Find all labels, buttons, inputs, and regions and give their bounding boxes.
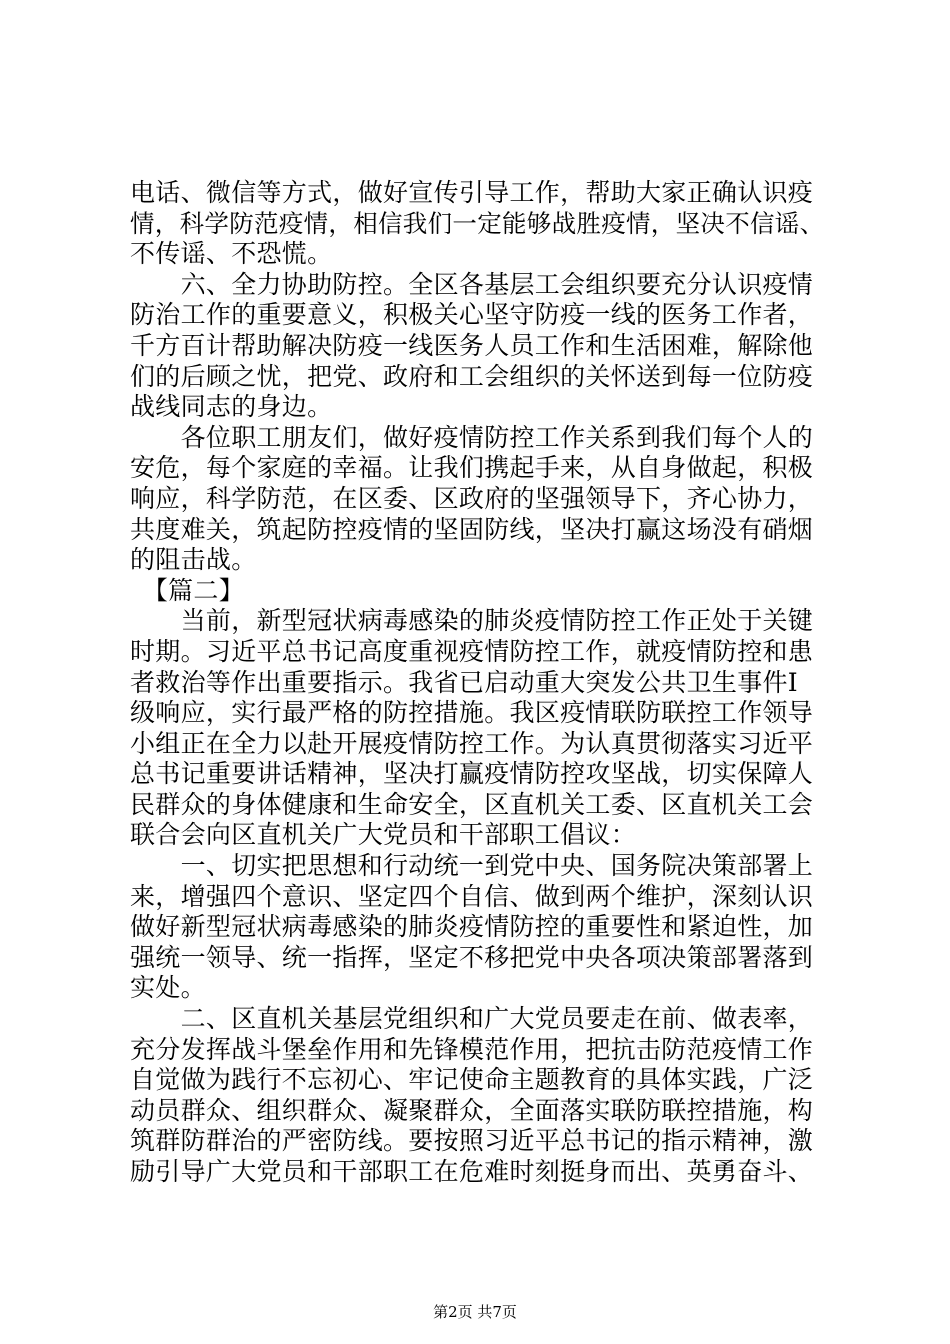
text-line: 做好新型冠状病毒感染的肺炎疫情防控的重要性和紧迫性，加 <box>130 912 814 942</box>
text-line: 一、切实把思想和行动统一到党中央、国务院决策部署上 <box>130 851 814 881</box>
text-line: 千方百计帮助解决防疫一线医务人员工作和生活困难，解除他 <box>130 330 814 360</box>
text-line: 【篇二】 <box>130 575 245 605</box>
text-line: 强统一领导、统一指挥，坚定不移把党中央各项决策部署落到 <box>130 942 814 972</box>
text-line: 共度难关，筑起防控疫情的坚固防线，坚决打赢这场没有硝烟 <box>130 514 814 544</box>
text-line: 响应，科学防范，在区委、区政府的坚强领导下，齐心协力， <box>130 483 814 513</box>
text-line: 动员群众、组织群众、凝聚群众，全面落实联防联控措施，构 <box>130 1095 814 1125</box>
text-line: 防治工作的重要意义，积极关心坚守防疫一线的医务工作者， <box>130 300 814 330</box>
text-line: 的阻击战。 <box>130 545 257 575</box>
text-line: 总书记重要讲话精神，坚决打赢疫情防控攻坚战，切实保障人 <box>130 759 814 789</box>
text-line: 二、区直机关基层党组织和广大党员要走在前、做表率， <box>130 1004 814 1034</box>
text-line: 情，科学防范疫情，相信我们一定能够战胜疫情，坚决不信谣、 <box>130 208 825 238</box>
text-line: 不传谣、不恐慌。 <box>130 239 333 269</box>
text-line: 小组正在全力以赴开展疫情防控工作。为认真贯彻落实习近平 <box>130 728 814 758</box>
text-line: 安危，每个家庭的幸福。让我们携起手来，从自身做起，积极 <box>130 453 814 483</box>
text-line: 各位职工朋友们，做好疫情防控工作关系到我们每个人的 <box>130 422 814 452</box>
text-line: 时期。习近平总书记高度重视疫情防控工作，就疫情防控和患 <box>130 636 814 666</box>
text-line: 筑群防群治的严密防线。要按照习近平总书记的指示精神，激 <box>130 1126 814 1156</box>
text-line: 来，增强四个意识、坚定四个自信、做到两个维护，深刻认识 <box>130 881 814 911</box>
body-text <box>130 178 830 1188</box>
text-line: 民群众的身体健康和生命安全，区直机关工委、区直机关工会 <box>130 789 814 819</box>
text-line: 级响应，实行最严格的防控措施。我区疫情联防联控工作领导 <box>130 698 814 728</box>
text-line: 者救治等作出重要指示。我省已启动重大突发公共卫生事件Ⅰ <box>130 667 798 697</box>
text-line: 实处。 <box>130 973 206 1003</box>
text-line: 战线同志的身边。 <box>130 392 333 422</box>
text-line: 励引导广大党员和干部职工在危难时刻挺身而出、英勇奋斗、 <box>130 1157 814 1186</box>
text-line: 们的后顾之忧，把党、政府和工会组织的关怀送到每一位防疫 <box>130 361 814 391</box>
page-footer: 第2页 共7页 <box>433 1303 517 1321</box>
text-line: 六、全力协助防控。全区各基层工会组织要充分认识疫情 <box>130 269 814 299</box>
text-line: 电话、微信等方式，做好宣传引导工作，帮助大家正确认识疫 <box>130 178 814 207</box>
text-line: 联合会向区直机关广大党员和干部职工倡议： <box>130 820 637 850</box>
text-line: 自觉做为践行不忘初心、牢记使命主题教育的具体实践，广泛 <box>130 1065 814 1095</box>
text-line: 充分发挥战斗堡垒作用和先锋模范作用，把抗击防范疫情工作 <box>130 1034 814 1064</box>
text-line: 当前，新型冠状病毒感染的肺炎疫情防控工作正处于关键 <box>130 606 814 636</box>
